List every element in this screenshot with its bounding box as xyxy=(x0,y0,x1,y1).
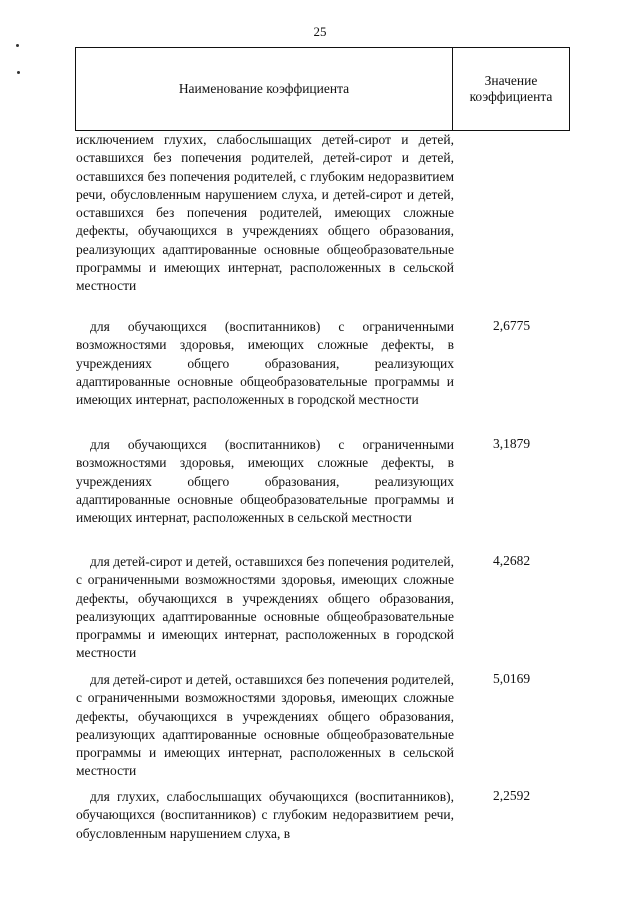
continuation-text: исключением глухих, слабослышащих детей-сирот и детей, оставшихся без попечения родителей, детей-сирот и детей, оставшихся без попечения родителей, с глубоким недоразвитием речи, обусловленным нарушением слуха, и детей-сирот и детей, оставшихся без попечения родителей, имеющих сложные дефекты, обучающихся в учреждениях общего образования, реализующих адаптированные основные общеобразовательные программы и имеющих интернат, расположенных в сельской местности xyxy=(76,132,454,294)
table-row-text: для детей-сирот и детей, оставшихся без попечения родителей, с ограниченными возможностями здоровья, имеющих сложные дефекты, обучающихся в учреждениях общего образования, реализующих адаптированные основные общеобразовательные программы и имеющих интернат, расположенных в сельской местности xyxy=(76,672,454,779)
page-number: 25 xyxy=(313,24,327,39)
scan-speck xyxy=(17,71,20,74)
header-value-column: Значение коэффициента xyxy=(469,73,553,104)
table-row-text: для обучающихся (воспитанников) с ограниченными возможностями здоровья, имеющих сложные дефекты, в учреждениях общего образования, реализующих адаптированные основные общеобразовательные программы и имеющих интернат, расположенных в сельской местности xyxy=(76,437,454,526)
table-row-value: 4,2682 xyxy=(493,553,531,568)
header-name-column: Наименование коэффициента xyxy=(76,48,453,130)
table-header xyxy=(75,47,570,131)
table-row-text: для обучающихся (воспитанников) с ограниченными возможностями здоровья, имеющих сложные дефекты, в учреждениях общего образования, реализующих адаптированные основные общеобразовательные программы и имеющих интернат, расположенных в городской местности xyxy=(76,319,454,408)
table-row-value: 2,2592 xyxy=(493,788,531,803)
table-row-text: для глухих, слабослышащих обучающихся (воспитанников), обучающихся (воспитанников) с глубоким недоразвитием речи, обусловленным нарушением слуха, в xyxy=(76,789,454,841)
table-row-value: 5,0169 xyxy=(493,671,531,686)
table-row-text: для детей-сирот и детей, оставшихся без попечения родителей, с ограниченными возможностями здоровья, имеющих сложные дефекты, обучающихся в учреждениях общего образования, реализующих адаптированные основные общеобразовательные программы и имеющих интернат, расположенных в городской местности xyxy=(76,554,454,661)
table-row-value: 2,6775 xyxy=(493,318,531,333)
table-row-value: 3,1879 xyxy=(493,436,531,451)
scan-speck xyxy=(16,44,19,47)
